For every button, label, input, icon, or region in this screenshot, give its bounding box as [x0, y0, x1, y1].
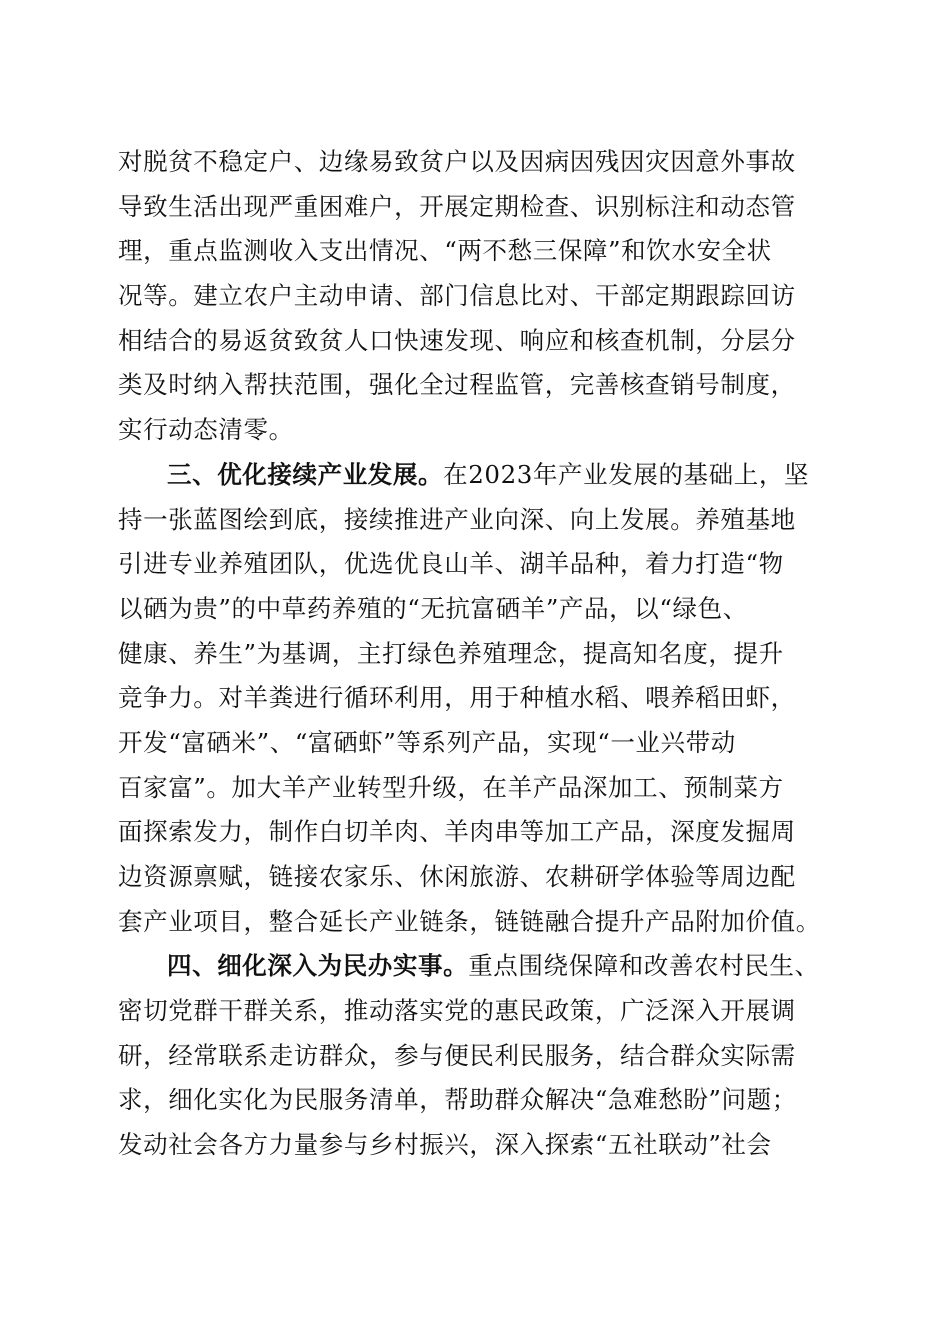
- text-line: 以硒为贵”的中草药养殖的“无抗富硒羊”产品，以“绿色、: [118, 593, 748, 623]
- text-line: 密切党群干群关系，推动落实党的惠民政策，广泛深入开展调: [118, 996, 796, 1026]
- text-line: 实行动态清零。: [118, 415, 294, 445]
- text-line: 开发“富硒米”、“富硒虾”等系列产品，实现“一业兴带动: [118, 727, 736, 757]
- document-body: [118, 140, 838, 1168]
- text-line: 理，重点监测收入支出情况、“两不愁三保障”和饮水安全状: [118, 236, 772, 266]
- text-line: 相结合的易返贫致贫人口快速发现、响应和核查机制，分层分: [118, 325, 796, 355]
- text-line: 持一张蓝图绘到底，接续推进产业向深、向上发展。养殖基地: [118, 504, 796, 534]
- section-4-first-line-text: 重点围绕保障和改善农村民生、: [468, 951, 820, 981]
- text-line: 求，细化实化为民服务清单，帮助群众解决“急难愁盼”问题；: [118, 1085, 797, 1115]
- section-3-paragraph: [118, 453, 838, 945]
- section-3-heading: 三、优化接续产业发展。: [167, 459, 444, 489]
- section-3-first-line: [118, 453, 838, 498]
- section-4-paragraph: [118, 944, 838, 1167]
- text-line: 健康、养生”为基调，主打绿色养殖理念，提高知名度，提升: [118, 638, 784, 668]
- text-line: 引进专业养殖团队，优选优良山羊、湖羊品种，着力打造“物: [118, 549, 784, 579]
- text-line: 套产业项目，整合延长产业链条，链链融合提升产品附加价值。: [118, 906, 821, 936]
- text-line: 类及时纳入帮扶范围，强化全过程监管，完善核查销号制度，: [118, 370, 796, 400]
- text-line: 百家富”。加大羊产业转型升级，在羊产品深加工、预制菜方: [118, 772, 784, 802]
- text-line: 况等。建立农户主动申请、部门信息比对、干部定期跟踪回访: [118, 281, 796, 311]
- text-line: 面探索发力，制作白切羊肉、羊肉串等加工产品，深度发掘周: [118, 817, 796, 847]
- section-3-first-line-text: 在2023年产业发展的基础上，坚: [443, 459, 810, 489]
- text-line: 导致生活出现严重困难户，开展定期检查、识别标注和动态管: [118, 191, 796, 221]
- text-line: 竞争力。对羊粪进行循环利用，用于种植水稻、喂养稻田虾，: [118, 683, 796, 713]
- text-line: 对脱贫不稳定户、边缘易致贫户以及因病因残因灾因意外事故: [118, 147, 796, 176]
- text-line: 研，经常联系走访群众，参与便民利民服务，结合群众实际需: [118, 1040, 796, 1070]
- section-4-heading: 四、细化深入为民办实事。: [167, 951, 469, 981]
- section-4-first-line: [118, 944, 838, 989]
- text-line: 边资源禀赋，链接农家乐、休闲旅游、农耕研学体验等周边配: [118, 862, 796, 891]
- paragraph-1: [118, 140, 838, 453]
- text-line: 发动社会各方力量参与乡村振兴，深入探索“五社联动”社会: [118, 1130, 772, 1160]
